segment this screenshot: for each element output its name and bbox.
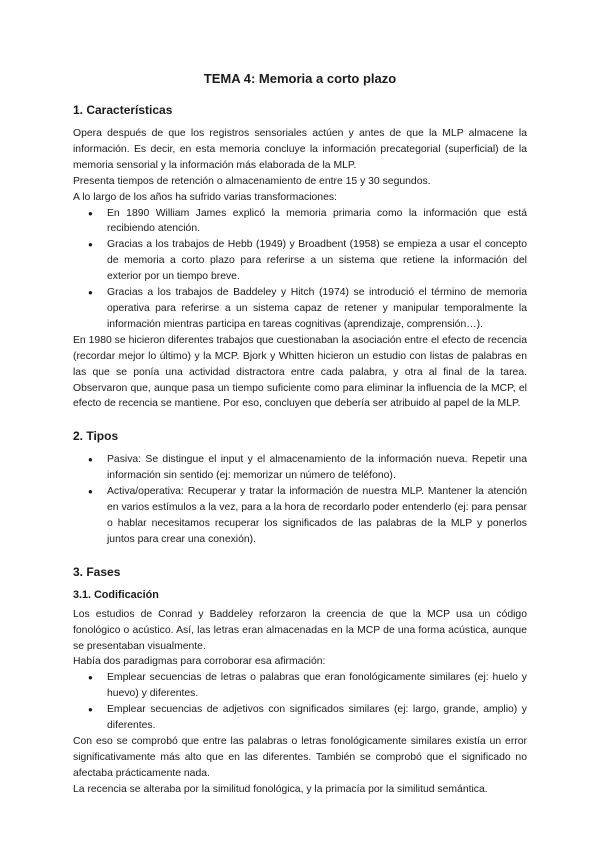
- paragraph: Opera después de que los registros sensoriales actúen y antes de que la MLP almacene la información. Es decir, en esta memoria concluye la información precategorial (superficial) de la memoria sensorial y la información más elaborada de la MLP.: [73, 128, 527, 171]
- list-item: ● Pasiva: Se distingue el input y el almacenamiento de la información nueva. Repetir una información sin sentido (ej: memorizar un número de teléfono).: [107, 452, 527, 484]
- list-item: ● Gracias a los trabajos de Baddeley y Hitch (1974) se introdució el término de memoria operativa para referirse a un sistema capaz de retener y manipular temporalmente la información mientras participa en tareas cognitivas (aprendizaje, comprensión…).: [107, 285, 527, 333]
- list-item: ● En 1890 William James explicó la memoria primaria como la información que está recibiendo atención.: [107, 206, 527, 238]
- bullet-list: [73, 670, 527, 734]
- paragraph: Había dos paradigmas para corroborar esa afirmación:: [73, 656, 326, 668]
- paragraph: Los estudios de Conrad y Baddeley reforzaron la creencia de que la MCP usa un código fonológico o acústico. Así, las letras eran almacenadas en la MCP de una forma acústica, aunque se presentaban visualmente.: [73, 608, 527, 652]
- list-item: ● Activa/operativa: Recuperar y tratar la información de nuestra MLP. Mantener la atención en varios estímulos a la vez, para a la hora de recordarlo poder entenderlo (ej: para pensar o hablar necesitamos recuperar los significados de las palabras de la MLP y ponerlos juntos para crear una conexión).: [107, 484, 527, 548]
- list-item: ● Emplear secuencias de adjetivos con significados similares (ej: largo, grande, amplio) y diferentes.: [107, 702, 527, 734]
- paragraph: En 1980 se hicieron diferentes trabajos que cuestionaban la asociación entre el efecto de recencia (recordar mejor lo último) y la MCP. Bjork y Whitten hicieron un estudio con listas de palabras en las que se ponía una actividad distractora entre cada palabra, y otra al final de la tarea. Observaron que, aunque pasa un tiempo suficiente como para eliminar la influencia de la MCP, el efecto de recencia se mantiene. Por eso, concluyen que debería ser atribuido al papel de la MLP.: [73, 334, 527, 410]
- subsection-heading-codificacion: 3.1. Codificación: [73, 588, 159, 601]
- paragraph: A lo largo de los años ha sufrido varias transformaciones:: [73, 191, 337, 203]
- section-heading-caracteristicas: 1. Características: [73, 103, 173, 117]
- section-heading-fases: 3. Fases: [73, 564, 121, 579]
- bullet-list: [73, 452, 527, 547]
- list-item: ● Gracias a los trabajos de Hebb (1949) y Broadbent (1958) se empieza a usar el concepto de memoria a corto plazo para referirse a un sistema que retiene la información del exterior por un tiempo breve.: [107, 237, 527, 285]
- paragraph: Con eso se comprobó que entre las palabras o letras fonológicamente similares existía un error significativamente más alto que en las diferentes. También se comprobó que el significado no afectaba prácticamente nada.: [73, 736, 527, 779]
- paragraph: Presenta tiempos de retención o almacenamiento de entre 15 y 30 segundos.: [73, 175, 431, 187]
- list-item: ● Emplear secuencias de letras o palabras que eran fonológicamente similares (ej: huelo y huevo) y diferentes.: [107, 670, 527, 702]
- section-heading-tipos: 2. Tipos: [73, 429, 119, 444]
- page-title: TEMA 4: Memoria a corto plazo: [203, 71, 397, 86]
- paragraph: La recencia se alteraba por la similitud fonológica, y la primacía por la similitud semántica.: [73, 783, 488, 795]
- bullet-list: [73, 206, 527, 333]
